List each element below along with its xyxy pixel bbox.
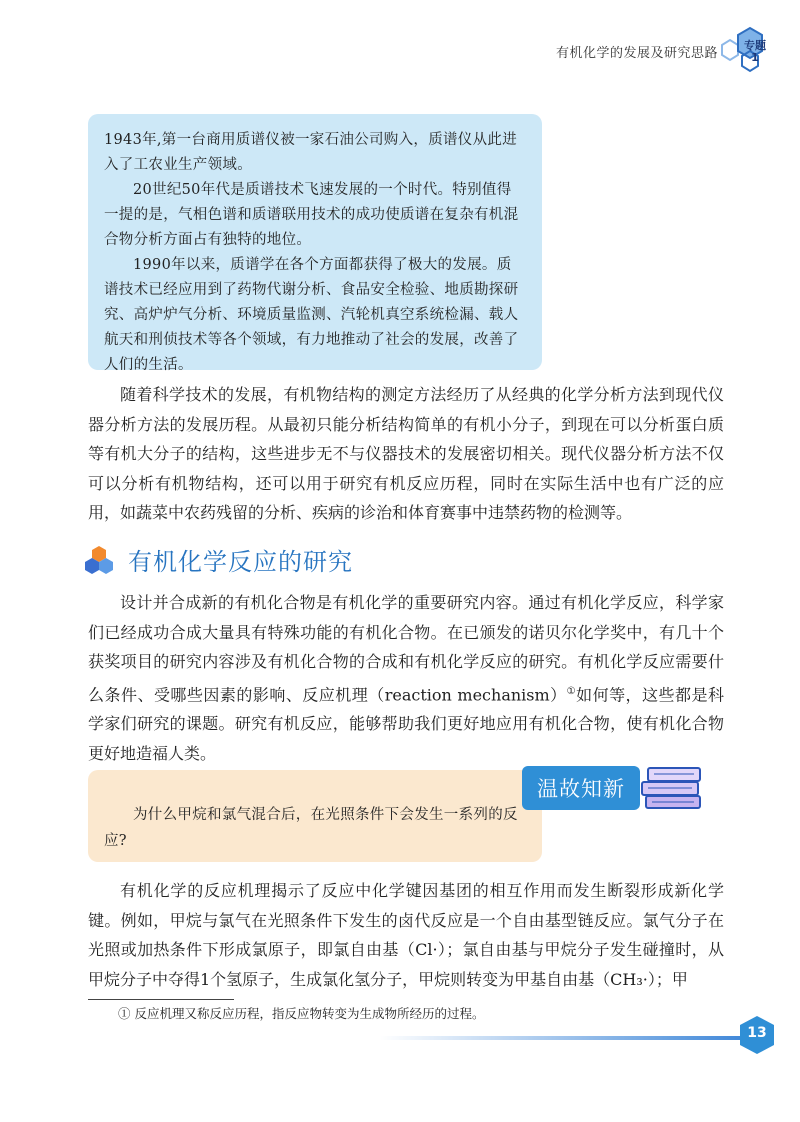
paragraph-text: 随着科学技术的发展，有机物结构的测定方法经历了从经典的化学分析方法到现代仪器分析方法的发展历程。从最初只能分析结构简单的有机小分子，到现在可以分析蛋白质等有机大分子的结构，这些进步无不与仪器技术的发展密切相关。现代仪器分析方法不仅可以分析有机物结构，还可以用于研究有机反应历程，同时在实际生活中也有广泛的应用，如蔬菜中农药残留的分析、疾病的诊治和体育赛事中违禁药物的检测等。 — [88, 385, 724, 522]
chapter-badge — [708, 18, 772, 82]
badge-label: 专题 — [744, 39, 766, 52]
info-paragraph: 1990年以来，质谱学在各个方面都获得了极大的发展。质谱技术已经应用到了药物代谢分析、食品安全检验、地质勘探研究、高炉炉气分析、环境质量监测、汽轮机真空系统检漏、载人航天和刑侦技术等各个领域，有力地推动了社会的发展，改善了人们的生活。 — [104, 257, 519, 373]
footer-bar — [380, 1036, 750, 1040]
review-tag: 温故知新 — [522, 766, 640, 810]
section-title: 有机化学反应的研究 — [128, 547, 353, 576]
paragraph-text: 设计并合成新的有机化合物是有机化学的重要研究内容。通过有机化学反应，科学家们已经成功合成大量具有特殊功能的有机化合物。在已颁发的诺贝尔化学奖中，有几十个获奖项目的研究内容涉及有机化合物的合成和有机化学反应的研究。有机化学反应需要什么条件、受哪些因素的影响、反应机理（reaction mechanism） — [88, 593, 724, 704]
footnote-divider — [88, 999, 234, 1000]
footnote-mark[interactable]: ① — [566, 685, 577, 697]
info-paragraph: 1943年,第一台商用质谱仪被一家石油公司购入，质谱仪从此进入了工农业生产领域。 — [104, 132, 518, 173]
footnote: ① 反应机理又称反应历程，指反应物转变为生成物所经历的过程。 — [118, 1006, 485, 1021]
books-icon — [640, 762, 706, 812]
badge-number: 1 — [751, 51, 759, 64]
paragraph-text: 如何等，这些都是科学家们研究的课题。研究有机反应，能够帮助我们更好地应用有机化合物，使有机化合物更好地造福人类。 — [88, 684, 724, 763]
page-number-text: 13 — [747, 1025, 767, 1041]
page-number — [736, 1014, 778, 1056]
cubes-icon — [84, 544, 114, 574]
body-paragraph — [88, 380, 724, 528]
info-paragraph: 20世纪50年代是质谱技术飞速发展的一个时代。特别值得一提的是，气相色谱和质谱联用技术的成功使质谱在复杂有机混合物分析方面占有独特的地位。 — [104, 182, 519, 248]
body-paragraph — [88, 588, 724, 768]
body-paragraph — [88, 876, 724, 994]
paragraph-text: 有机化学的反应机理揭示了反应中化学键因基团的相互作用而发生断裂形成新化学键。例如，甲烷与氯气在光照条件下发生的卤代反应是一个自由基型链反应。氯气分子在光照或加热条件下形成氯原子，即氯自由基（Cl·）；氯自由基与甲烷分子发生碰撞时，从甲烷分子中夺得1个氢原子，生成氯化氢分子，甲烷则转变为甲基自由基（CH₃·）；甲 — [88, 881, 724, 989]
history-info-box — [88, 114, 542, 373]
section-heading — [84, 541, 353, 577]
chapter-header-title: 有机化学的发展及研究思路 — [555, 46, 718, 61]
review-question-box — [88, 770, 542, 862]
review-question: 为什么甲烷和氯气混合后，在光照条件下会发生一系列的反应? — [104, 807, 518, 849]
